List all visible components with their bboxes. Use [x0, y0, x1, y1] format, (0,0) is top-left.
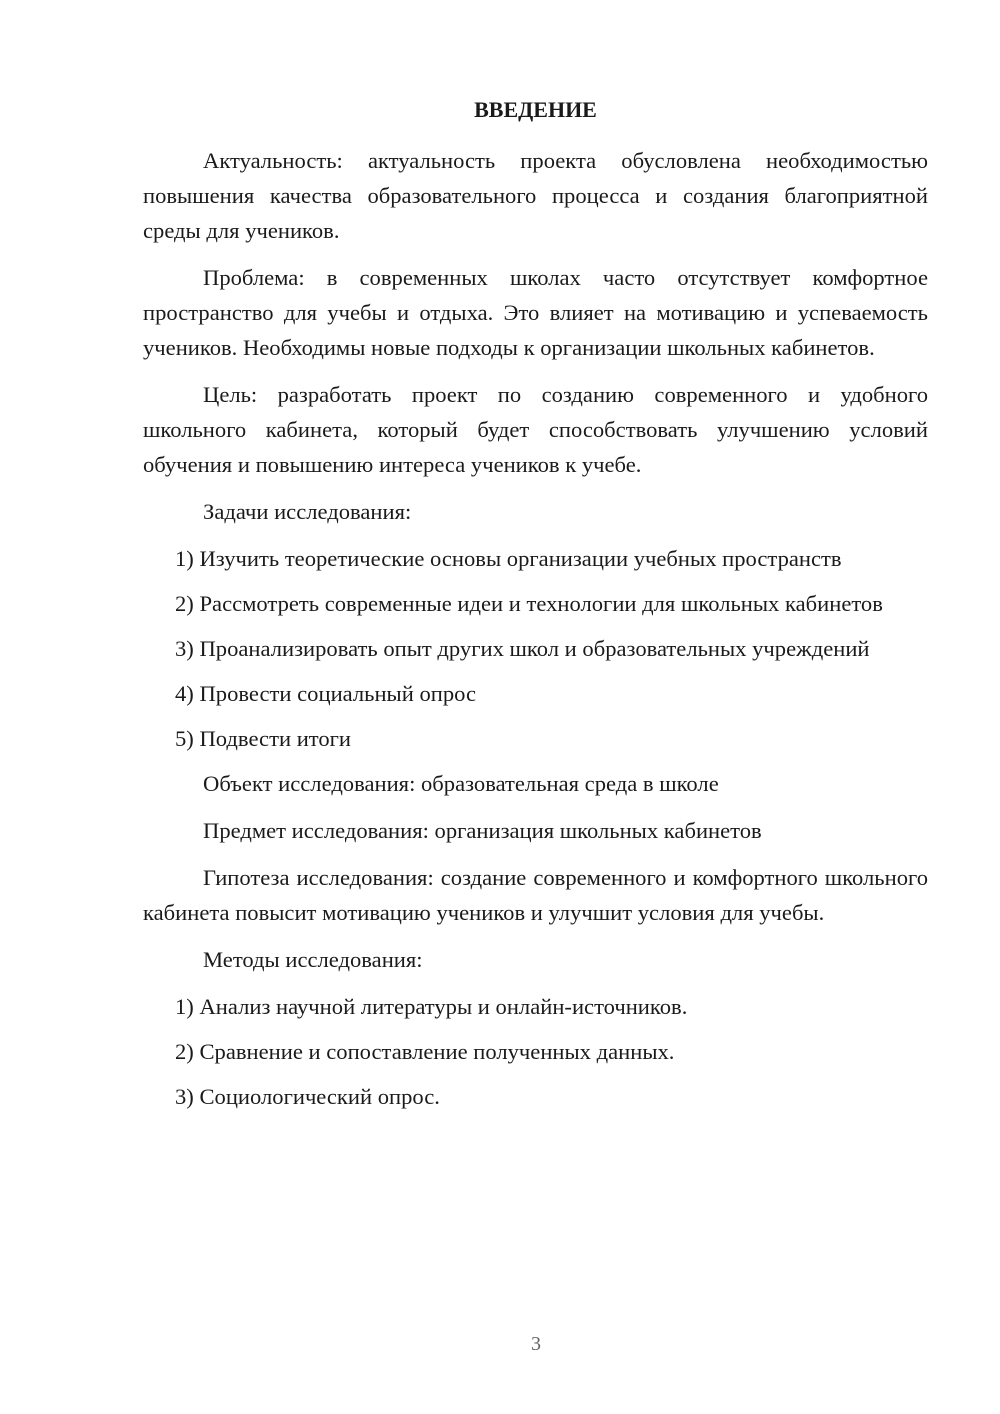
page-number: 3 — [531, 1333, 541, 1355]
task-item: 3) Проанализировать опыт других школ и образовательных учреждений — [175, 636, 870, 661]
task-item: 1) Изучить теоретические основы организации учебных пространств — [175, 546, 842, 571]
section-title: ВВЕДЕНИЕ — [474, 97, 597, 122]
object-paragraph: Объект исследования: образовательная среда в школе — [203, 771, 719, 796]
document-body — [143, 92, 928, 1124]
goal-paragraph: Цель: разработать проект по созданию современного и удобного школьного кабинета, который будет способствовать улучшению условий обучения и повышению интереса учеников к учебе. — [143, 382, 928, 477]
task-item: 2) Рассмотреть современные идеи и технологии для школьных кабинетов — [175, 591, 883, 616]
subject-paragraph: Предмет исследования: организация школьных кабинетов — [203, 818, 762, 843]
task-item: 4) Провести социальный опрос — [175, 681, 477, 706]
relevance-paragraph: Актуальность: актуальность проекта обусловлена необходимостью повышения качества образовательного процесса и создания благоприятной среды для учеников. — [143, 148, 928, 243]
methods-heading: Методы исследования: — [203, 947, 423, 972]
method-item: 3) Социологический опрос. — [175, 1084, 440, 1109]
hypothesis-paragraph: Гипотеза исследования: создание современного и комфортного школьного кабинета повысит мотивацию учеников и улучшит условия для учебы. — [143, 865, 928, 925]
problem-paragraph: Проблема: в современных школах часто отсутствует комфортное пространство для учебы и отдыха. Это влияет на мотивацию и успеваемость учеников. Необходимы новые подходы к организации школьных кабинетов. — [143, 265, 928, 360]
method-item: 1) Анализ научной литературы и онлайн-источников. — [175, 994, 688, 1019]
tasks-heading: Задачи исследования: — [203, 499, 412, 524]
task-item: 5) Подвести итоги — [175, 726, 352, 751]
method-item: 2) Сравнение и сопоставление полученных данных. — [175, 1039, 675, 1064]
